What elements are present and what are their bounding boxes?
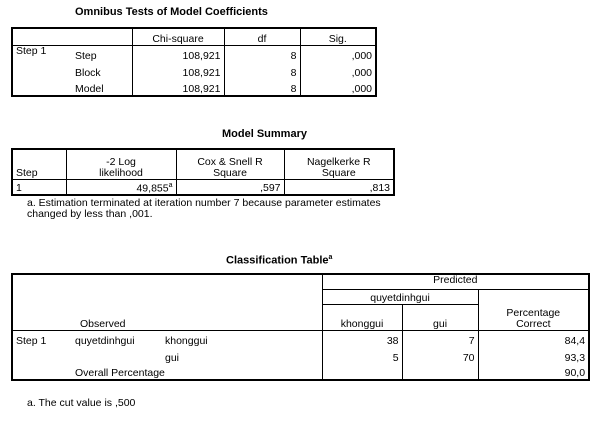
- table-row: Overall Percentage 90,0: [12, 364, 589, 380]
- classification-title: Classification Table$^a$: [226, 254, 333, 267]
- col-khonggui-header: khonggui: [322, 304, 402, 330]
- table-row: gui 5 70 93,3: [12, 347, 589, 364]
- table-row: Model 108,921 8 ,000: [12, 79, 376, 96]
- classification-table: [11, 273, 590, 381]
- omnibus-header-sig: Sig.: [300, 28, 376, 45]
- row-label: Model: [72, 79, 132, 96]
- omnibus-step-label: Step 1: [16, 44, 47, 57]
- group-var-header: quyetdinhgui: [322, 289, 478, 304]
- predicted-header: Predicted: [322, 274, 589, 289]
- omnibus-table: [11, 27, 377, 97]
- table-row: 1 49,855$^a$ ,597 ,813: [12, 179, 394, 195]
- table-row: Step 1 quyetdinhgui khonggui 38 7 84,4: [12, 330, 589, 347]
- pct-correct-header: Percentage Correct: [506, 306, 561, 330]
- omnibus-title: Omnibus Tests of Model Coefficients: [75, 6, 268, 18]
- col-gui-header: gui: [402, 304, 478, 330]
- ms-header-loglik: -2 Log likelihood: [66, 149, 176, 179]
- observed-header: Observed: [12, 274, 322, 330]
- classification-footnote: a. The cut value is ,500: [27, 397, 136, 409]
- classification-var-label: quyetdinhgui: [72, 330, 162, 347]
- row-label: gui: [162, 347, 322, 364]
- omnibus-header-df: df: [224, 28, 300, 45]
- row-label: Block: [72, 62, 132, 79]
- model-summary-header-row: [12, 149, 394, 179]
- ms-header-cox: Cox & Snell R Square: [176, 149, 284, 179]
- model-summary-footnote: a. Estimation terminated at iteration number 7 because parameter estimates changed by less than ,001.: [27, 197, 381, 220]
- omnibus-header-row: [12, 28, 376, 45]
- ms-header-step: Step: [12, 149, 66, 179]
- table-row: Block 108,921 8 ,000: [12, 62, 376, 79]
- row-label: khonggui: [162, 330, 322, 347]
- model-summary-title: Model Summary: [222, 128, 307, 140]
- row-label: Step: [72, 45, 132, 62]
- model-summary-table: [11, 148, 395, 196]
- omnibus-header-chi: Chi-square: [132, 28, 224, 45]
- classification-step-label: Step 1: [12, 330, 72, 347]
- overall-label: Overall Percentage: [72, 364, 322, 380]
- table-row: Step 1 Step 108,921 8 ,000: [12, 45, 376, 62]
- ms-header-nagelkerke: Nagelkerke R Square: [284, 149, 394, 179]
